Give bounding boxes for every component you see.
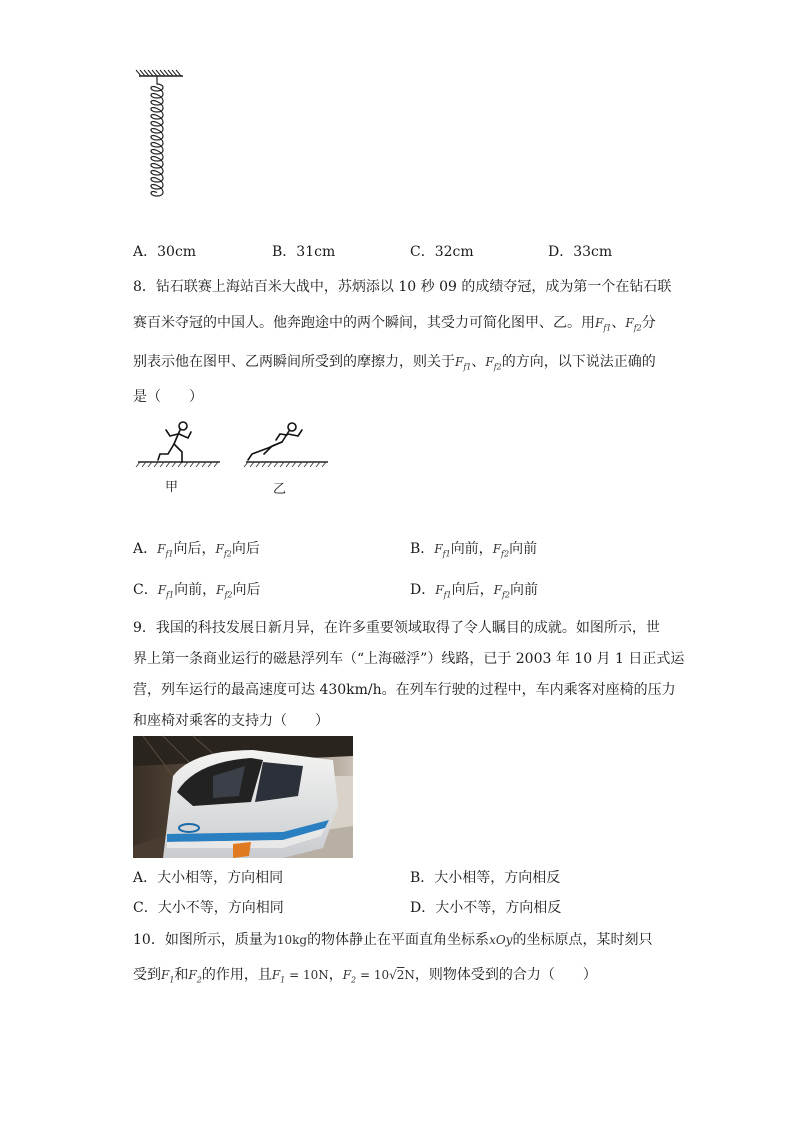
runner-figure-jia: [136, 418, 226, 468]
q7-option-c: C．32cm: [410, 244, 474, 260]
q9-option-a: A．大小相等，方向相同: [133, 870, 284, 886]
figure-label-yi: 乙: [273, 482, 287, 497]
q9-option-d: D．大小不等，方向相反: [410, 900, 562, 916]
figure-label-jia: 甲: [165, 480, 179, 495]
q8-line1: 8．钻石联赛上海站百米大战中，苏炳添以 10 秒 09 的成绩夺冠，成为第一个在钻石联: [133, 279, 672, 295]
q8-line3: 别表示他在图甲、乙两瞬间所受到的摩擦力，则关于$F_{f1}$、$F_{f2}$的方向，以下说法正确的: [133, 354, 656, 372]
spring-figure: [135, 70, 195, 210]
q10-line1: 10．如图所示，质量为10kg的物体静止在平面直角坐标系xOy的坐标原点，某时刻只: [133, 932, 653, 948]
q7-option-b: B．31cm: [272, 244, 336, 260]
q8-line2: 赛百米夺冠的中国人。他奔跑途中的两个瞬间，其受力可简化图甲、乙。用$F_{f1}$、$F_{f2}$分: [133, 315, 656, 333]
q9-option-c: C．大小不等，方向相同: [133, 900, 284, 916]
runner-figure-yi: [244, 418, 334, 468]
q8-option-a: A．$F_{f1}$向后，$F_{f2}$向后: [133, 541, 260, 559]
q9-line1: 9．我国的科技发展日新月异，在许多重要领域取得了令人瞩目的成就。如图所示，世: [133, 620, 660, 636]
q8-option-d: D．$F_{f1}$向后，$F_{f2}$向前: [410, 582, 539, 600]
q9-line4: 和座椅对乘客的支持力（ ）: [133, 713, 329, 729]
q8-option-b: B．$F_{f1}$向前，$F_{f2}$向前: [410, 541, 538, 559]
q9-option-b: B．大小相等，方向相反: [410, 870, 561, 886]
q9-line3: 营，列车运行的最高速度可达 430km/h。在列车行驶的过程中，车内乘客对座椅的压力: [133, 682, 676, 698]
q7-option-d: D．33cm: [548, 244, 613, 260]
q10-line2: 受到$F_1$和$F_2$的作用，且$F_1 = 10N$，$F_2 = 10√2N$，则物体受到的合力（ ）: [133, 967, 597, 985]
q8-line4: 是（ ）: [133, 389, 203, 405]
q7-option-a: A．30cm: [133, 244, 197, 260]
q9-line2: 界上第一条商业运行的磁悬浮列车（“上海磁浮”）线路，已于 2003 年 10 月 1 日正式运: [133, 651, 685, 667]
q8-option-c: C．$F_{f1}$向前，$F_{f2}$向后: [133, 582, 261, 600]
maglev-train-photo: [133, 736, 353, 858]
